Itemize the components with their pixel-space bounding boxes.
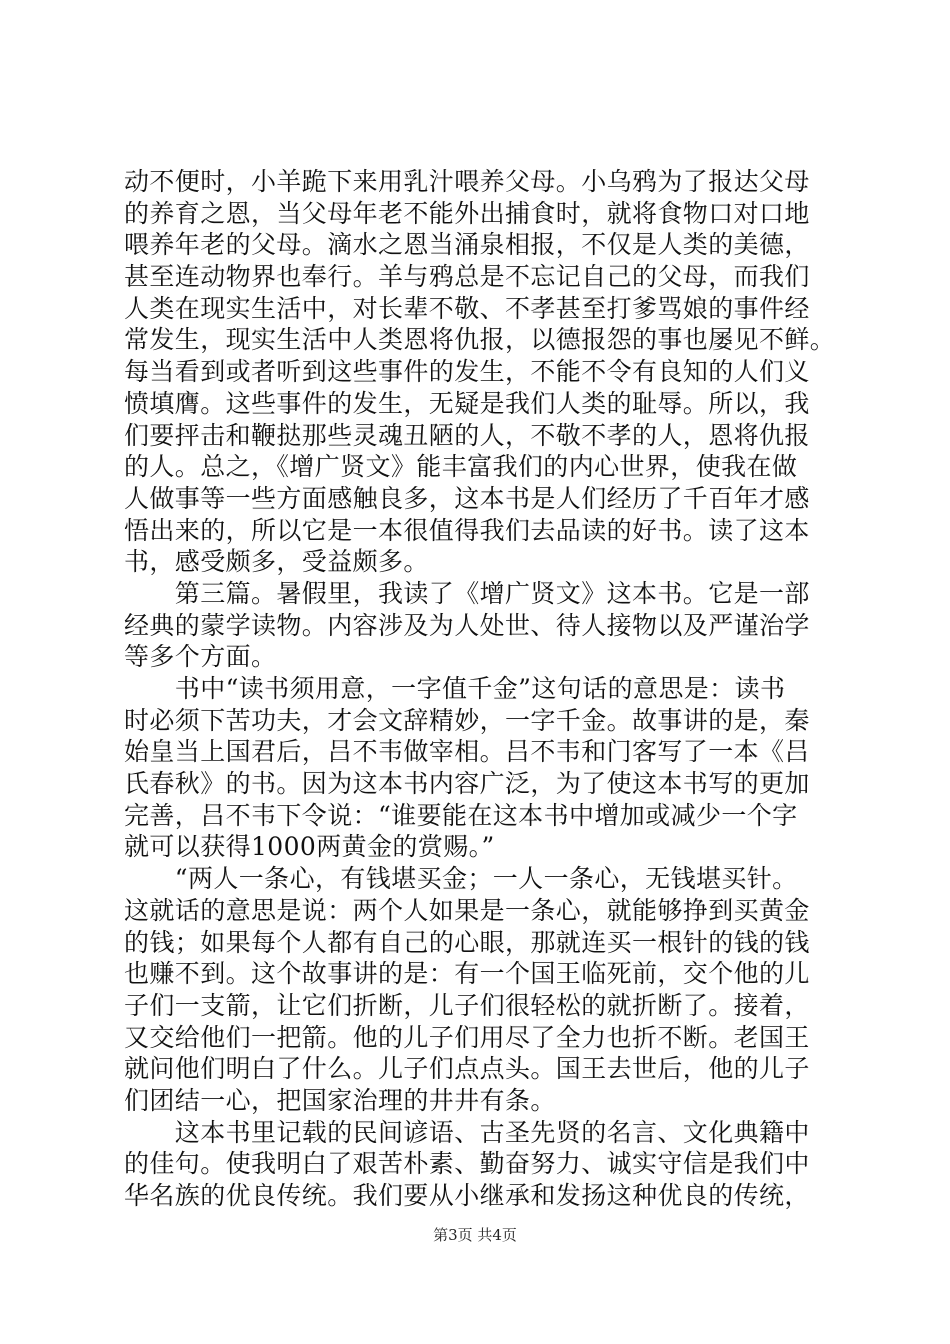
text-line: 子们一支箭，让它们折断，儿子们很轻松的就折断了。接着， <box>124 990 810 1020</box>
text-line: 始皇当上国君后，吕不韦做宰相。吕不韦和门客写了一本《吕 <box>124 737 810 767</box>
text-line: 第三篇。暑假里，我读了《增广贤文》这本书。它是一部 <box>124 578 810 608</box>
text-line: 人类在现实生活中，对长辈不敬、不孝甚至打爹骂娘的事件经 <box>124 293 810 323</box>
body-text <box>124 166 836 1212</box>
text-line: 又交给他们一把箭。他的儿子们用尽了全力也折不断。老国王 <box>124 1022 810 1052</box>
text-line: 甚至连动物界也奉行。羊与鸦总是不忘记自己的父母，而我们 <box>124 262 810 292</box>
text-line: 书，感受颇多，受益颇多。 <box>124 547 429 577</box>
text-line: 每当看到或者听到这些事件的发生，不能不令有良知的人们义 <box>124 357 810 387</box>
text-line: 的钱；如果每个人都有自己的心眼，那就连买一根针的钱的钱 <box>124 927 810 957</box>
page-footer: 第3页 共4页 <box>433 1226 517 1244</box>
text-line: 等多个方面。 <box>124 642 277 672</box>
text-line: 也赚不到。这个故事讲的是：有一个国王临死前，交个他的儿 <box>124 959 810 989</box>
text-line: 氏春秋》的书。因为这本书内容广泛，为了使这本书写的更加 <box>124 769 810 799</box>
text-line: “两人一条心，有钱堪买金；一人一条心，无钱堪买针。 <box>124 864 798 894</box>
text-line: 这本书里记载的民间谚语、古圣先贤的名言、文化典籍中 <box>124 1117 810 1147</box>
text-line: 的佳句。使我明白了艰苦朴素、勤奋努力、诚实守信是我们中 <box>124 1149 810 1179</box>
text-line: 时必须下苦功夫，才会文辞精妙，一字千金。故事讲的是，秦 <box>124 705 810 735</box>
text-line: 书中“读书须用意，一字值千金”这句话的意思是：读书 <box>124 674 786 703</box>
text-line: 就可以获得1000两黄金的赏赐。” <box>124 832 495 862</box>
text-line: 这就话的意思是说：两个人如果是一条心，就能够挣到买黄金 <box>124 895 810 925</box>
text-line: 完善，吕不韦下令说：“谁要能在这本书中增加或减少一个字 <box>124 800 798 830</box>
text-line: 的养育之恩，当父母年老不能外出捕食时，就将食物口对口地 <box>124 198 810 228</box>
text-line: 喂养年老的父母。滴水之恩当涌泉相报，不仅是人类的美德， <box>124 230 810 260</box>
text-line: 就问他们明白了什么。儿子们点点头。国王去世后，他的儿子 <box>124 1054 810 1084</box>
text-line: 经典的蒙学读物。内容涉及为人处世、待人接物以及严谨治学 <box>124 610 810 640</box>
text-line: 愤填膺。这些事件的发生，无疑是我们人类的耻辱。所以，我 <box>124 388 810 418</box>
text-line: 们团结一心，把国家治理的井井有条。 <box>124 1085 556 1115</box>
text-line: 常发生，现实生活中人类恩将仇报，以德报怨的事也屡见不鲜。 <box>124 325 836 355</box>
text-line: 们要抨击和鞭挞那些灵魂丑陋的人，不敬不孝的人，恩将仇报 <box>124 420 810 450</box>
text-line: 人做事等一些方面感触良多，这本书是人们经历了千百年才感 <box>124 483 810 513</box>
text-line: 动不便时，小羊跪下来用乳汁喂养父母。小乌鸦为了报达父母 <box>124 167 810 196</box>
text-line: 悟出来的，所以它是一本很值得我们去品读的好书。读了这本 <box>124 515 810 545</box>
text-line: 的人。总之，《增广贤文》能丰富我们的内心世界，使我在做 <box>124 452 798 482</box>
text-line: 华名族的优良传统。我们要从小继承和发扬这种优良的传统， <box>124 1181 810 1210</box>
